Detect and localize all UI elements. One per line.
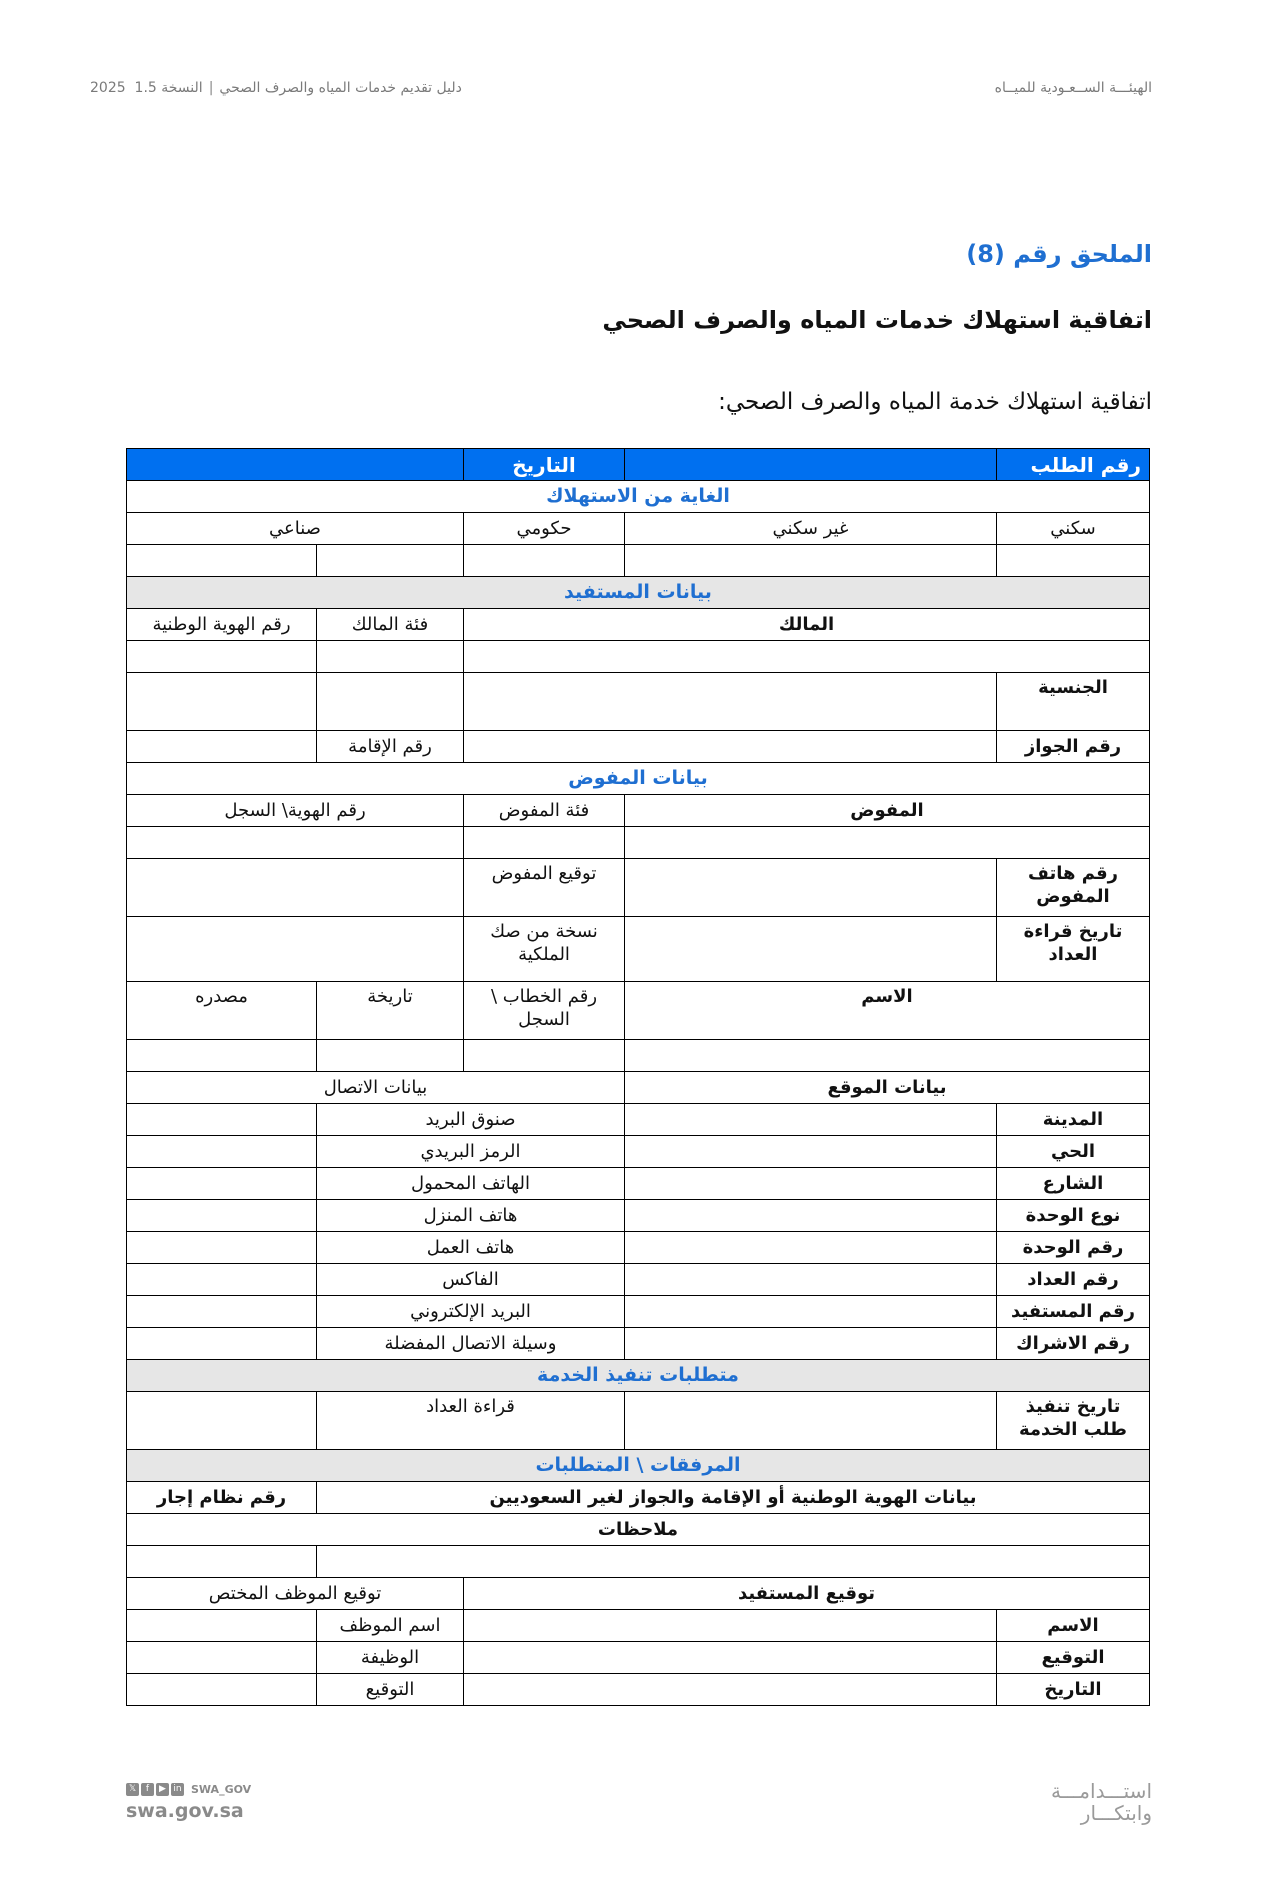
notes-extra-field[interactable] [127,1546,317,1578]
purpose-non-residential-label: غير سكني [625,513,997,545]
letter-no-field[interactable] [464,1040,625,1072]
sig-name-label: الاسم [997,1610,1150,1642]
footer-contact [126,1783,251,1822]
delegate-name-field[interactable] [625,1040,1150,1072]
attachments-section-title: المرفقات \ المتطلبات [127,1450,1150,1482]
passport-field[interactable] [464,731,997,763]
purpose-industrial-check[interactable] [127,545,317,577]
site-unit-no-field[interactable] [625,1232,997,1264]
notes-field[interactable] [317,1546,1150,1578]
purpose-section-title: الغاية من الاستهلاك [127,481,1150,513]
site-beneficiary-no-field[interactable] [625,1296,997,1328]
employee-signature-field[interactable] [127,1674,317,1706]
meter-reading-field[interactable] [127,1392,317,1450]
website-link[interactable]: swa.gov.sa [126,1800,244,1822]
site-beneficiary-no-label: رقم المستفيد [997,1296,1150,1328]
national-id-label: رقم الهوية الوطنية [127,609,317,641]
footer-slogan [1051,1780,1152,1824]
employee-name-label: اسم الموظف [317,1610,464,1642]
delegate-name-label: الاسم [625,982,1150,1040]
beneficiary-signature-title: توقيع المستفيد [464,1578,1150,1610]
date-label: التاريخ [464,449,625,481]
delegate-field[interactable] [625,827,1150,859]
meter-reading-label: قراءة العداد [317,1392,625,1450]
iqama-label: رقم الإقامة [317,731,464,763]
nationality-extra-field-2[interactable] [127,673,317,731]
service-section-title: متطلبات تنفيذ الخدمة [127,1360,1150,1392]
sig-signature-field[interactable] [464,1642,997,1674]
letter-source-label: مصدره [127,982,317,1040]
contact-home-phone-label: هاتف المنزل [317,1200,625,1232]
site-meter-no-field[interactable] [625,1264,997,1296]
slogan-line-2: وابتكـــار [1080,1801,1152,1825]
employee-job-field[interactable] [127,1642,317,1674]
meter-read-date-field[interactable] [625,917,997,982]
intro-text: اتفاقية استهلاك خدمة المياه والصرف الصحي: [718,389,1152,415]
lease-no-label: رقم نظام إجار [127,1482,317,1514]
delegate-id-record-field[interactable] [127,827,464,859]
site-subscription-no-field[interactable] [625,1328,997,1360]
header-org: الهيئـــة الســعـودية للميــاه [994,80,1152,96]
delegate-label: المفوض [625,795,1150,827]
request-header-row [127,449,1150,481]
owner-category-field[interactable] [317,641,464,673]
delegate-phone-field[interactable] [625,859,997,917]
document-title: اتفاقية استهلاك خدمات المياه والصرف الصحي [602,306,1152,334]
site-unit-type-field[interactable] [625,1200,997,1232]
delegate-id-record-label: رقم الهوية\ السجل [127,795,464,827]
contact-mobile-field[interactable] [127,1168,317,1200]
site-subscription-no-label: رقم الاشراك [997,1328,1150,1360]
contact-pobox-field[interactable] [127,1104,317,1136]
contact-postal-code-label: الرمز البريدي [317,1136,625,1168]
sig-date-label: التاريخ [997,1674,1150,1706]
iqama-field[interactable] [127,731,317,763]
employee-signature-title: توقيع الموظف المختص [127,1578,464,1610]
contact-home-phone-field[interactable] [127,1200,317,1232]
site-section-title: بيانات الموقع [625,1072,1150,1104]
delegate-category-field[interactable] [464,827,625,859]
slogan-line-1: استـــدامـــة [1051,1779,1152,1803]
contact-email-label: البريد الإلكتروني [317,1296,625,1328]
purpose-government-label: حكومي [464,513,625,545]
letter-date-label: تاريخة [317,982,464,1040]
site-district-field[interactable] [625,1136,997,1168]
beneficiary-section-title: بيانات المستفيد [127,577,1150,609]
employee-job-label: الوظيفة [317,1642,464,1674]
sig-name-field[interactable] [464,1610,997,1642]
purpose-government-check[interactable] [464,545,625,577]
letter-source-field[interactable] [127,1040,317,1072]
service-exec-date-field[interactable] [625,1392,997,1450]
nationality-label: الجنسية [997,673,1150,731]
delegate-category-label: فئة المفوض [464,795,625,827]
annex-title: الملحق رقم (8) [966,240,1152,268]
site-district-label: الحي [997,1136,1150,1168]
site-city-label: المدينة [997,1104,1150,1136]
request-no-label: رقم الطلب [997,449,1150,481]
purpose-industrial-label: صناعي [127,513,464,545]
nationality-extra-field[interactable] [317,673,464,731]
employee-name-field[interactable] [127,1610,317,1642]
contact-fax-label: الفاكس [317,1264,625,1296]
deed-copy-field[interactable] [127,917,464,982]
header-year: 2025 [90,80,126,96]
header-guide: دليل تقديم خدمات المياه والصرف الصحي [219,80,462,96]
purpose-non-residential-check[interactable] [625,545,997,577]
site-street-label: الشارع [997,1168,1150,1200]
deed-copy-label: نسخة من صك الملكية [464,917,625,982]
purpose-residential-check[interactable] [997,545,1150,577]
contact-fax-field[interactable] [127,1264,317,1296]
date-value[interactable] [127,449,464,481]
delegate-signature-label: توقيع المفوض [464,859,625,917]
owner-category-label: فئة المالك [317,609,464,641]
letter-no-label: رقم الخطاب \ السجل [464,982,625,1040]
header-guide-info: دليل تقديم خدمات المياه والصرف الصحي|النسخة 1.5 2025 [90,80,462,96]
meter-read-date-label: تاريخ قراءة العداد [997,917,1150,982]
id-data-attachment-label: بيانات الهوية الوطنية أو الإقامة والجواز لغير السعوديين [317,1482,1150,1514]
contact-preferred-method-label: وسيلة الاتصال المفضلة [317,1328,625,1360]
contact-section-title: بيانات الاتصال [127,1072,625,1104]
contact-work-phone-field[interactable] [127,1232,317,1264]
delegate-phone-label: رقم هاتف المفوض [997,859,1150,917]
delegate-section-title: بيانات المفوض [127,763,1150,795]
contact-email-field[interactable] [127,1296,317,1328]
contact-pobox-label: صنوق البريد [317,1104,625,1136]
site-street-field[interactable] [625,1168,997,1200]
contact-work-phone-label: هاتف العمل [317,1232,625,1264]
national-id-field[interactable] [127,641,317,673]
notes-label: ملاحظات [127,1514,1150,1546]
x-icon[interactable]: 𝕏 [126,1783,139,1796]
contact-postal-code-field[interactable] [127,1136,317,1168]
header-version: النسخة 1.5 [134,80,203,96]
agreement-form-table [126,448,1150,1706]
social-links [126,1783,251,1796]
passport-label: رقم الجواز [997,731,1150,763]
site-unit-no-label: رقم الوحدة [997,1232,1150,1264]
site-city-field[interactable] [625,1104,997,1136]
service-exec-date-label: تاريخ تنفيذ طلب الخدمة [997,1392,1150,1450]
contact-preferred-method-field[interactable] [127,1328,317,1360]
delegate-signature-field[interactable] [127,859,464,917]
facebook-icon[interactable]: f [141,1783,154,1796]
owner-label: المالك [464,609,1150,641]
site-meter-no-label: رقم العداد [997,1264,1150,1296]
purpose-residential-label: سكني [997,513,1150,545]
site-unit-type-label: نوع الوحدة [997,1200,1150,1232]
employee-signature-label: التوقيع [317,1674,464,1706]
contact-mobile-label: الهاتف المحمول [317,1168,625,1200]
sig-signature-label: التوقيع [997,1642,1150,1674]
linkedin-icon[interactable]: in [171,1783,184,1796]
sig-date-field[interactable] [464,1674,997,1706]
owner-field[interactable] [464,641,1150,673]
social-handle: SWA_GOV [191,1783,252,1796]
letter-date-field[interactable] [317,1040,464,1072]
nationality-field[interactable] [464,673,997,731]
purpose-industrial-field[interactable] [317,545,464,577]
request-no-value[interactable] [625,449,997,481]
youtube-icon[interactable]: ▶ [156,1783,169,1796]
